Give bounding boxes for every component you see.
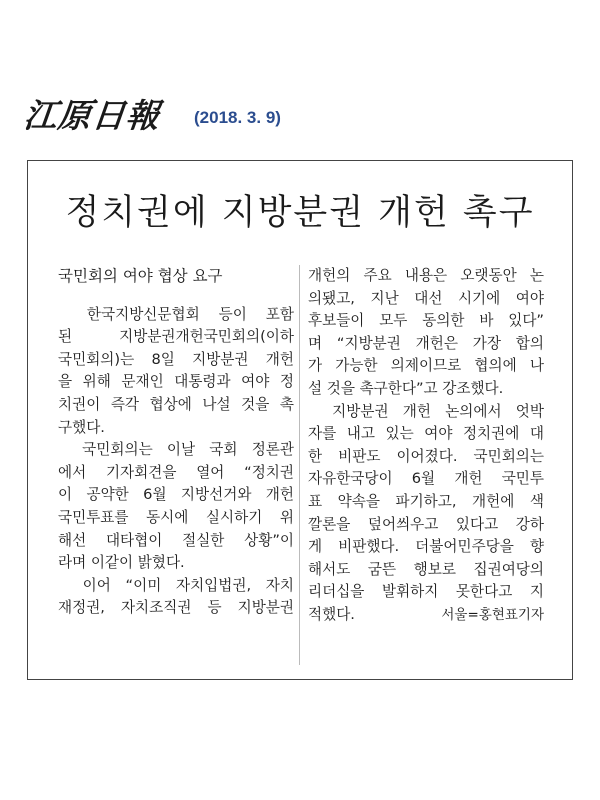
body-line: 된 지방분권개헌국민회의(이하 [58,328,294,346]
body-line: 게 비판했다. 더불어민주당을 향 [308,538,544,556]
column-divider [299,265,300,665]
body-line: 의됐고, 지난 대선 시기에 여야 [308,289,544,307]
article-footer-row [308,604,544,627]
body-line: 에서 기자회견을 열어 “정치권 [58,463,294,481]
body-line: 국민회의는 이날 국회 정론관 [58,441,294,459]
article-clipping [27,160,573,680]
body-line: 라며 이같이 밝혔다. [58,554,185,572]
body-line: 자유한국당이 6월 개헌 국민투 [308,470,544,488]
body-line: 표 약속을 파기하고, 개헌에 색 [308,492,544,510]
body-line: 지방분권 개헌 논의에서 엇박 [308,402,544,420]
body-line-final: 적했다. [308,605,355,623]
body-line: 국민회의)는 8일 지방분권 개헌 [58,350,294,368]
body-line: 한국지방신문협회 등이 포함 [58,305,294,323]
masthead [24,96,584,144]
article-column-right [308,265,544,627]
body-line: 한 비판도 이어졌다. 국민회의는 [308,447,544,465]
body-line: 이 공약한 6월 지방선거와 개헌 [58,486,294,504]
body-line: 재정권, 자치조직권 등 지방분권 [58,599,294,617]
body-line: 며 “지방분권 개헌은 가장 합의 [308,334,544,352]
article-column-left [58,265,294,620]
body-line: 해선 대타협이 절실한 상황”이 [58,531,294,549]
publication-date: (2018. 3. 9) [194,108,281,127]
article-subhead: 국민회의 여야 협상 요구 [58,267,223,285]
body-line: 리더십을 발휘하지 못한다고 지 [308,583,544,601]
body-line: 해서도 굼뜬 행보로 집권여당의 [308,560,544,578]
article-headline: 정치권에 지방분권 개헌 촉구 [65,193,535,233]
body-line: 후보들이 모두 동의한 바 있다” [308,312,544,330]
body-line: 을 위해 문재인 대통령과 여야 정 [58,373,294,391]
body-line: 개헌의 주요 내용은 오랫동안 논 [308,267,544,284]
body-line: 이어 “이미 자치입법권, 자치 [58,576,294,594]
body-line: 설 것을 촉구한다”고 강조했다. [308,379,504,397]
body-line: 깔론을 덮어씌우고 있다고 강하 [308,515,544,533]
body-line: 국민투표를 동시에 실시하기 위 [58,508,294,526]
newspaper-logo: 江原日報 [22,96,163,135]
body-line: 가 가능한 의제이므로 협의에 나 [308,357,544,375]
body-line: 치권이 즉각 협상에 나설 것을 촉 [58,395,294,413]
body-line: 구했다. [58,418,105,436]
article-byline: 서울=홍현표기자 [441,606,544,623]
body-line: 자를 내고 있는 여야 정치권에 대 [308,425,544,443]
